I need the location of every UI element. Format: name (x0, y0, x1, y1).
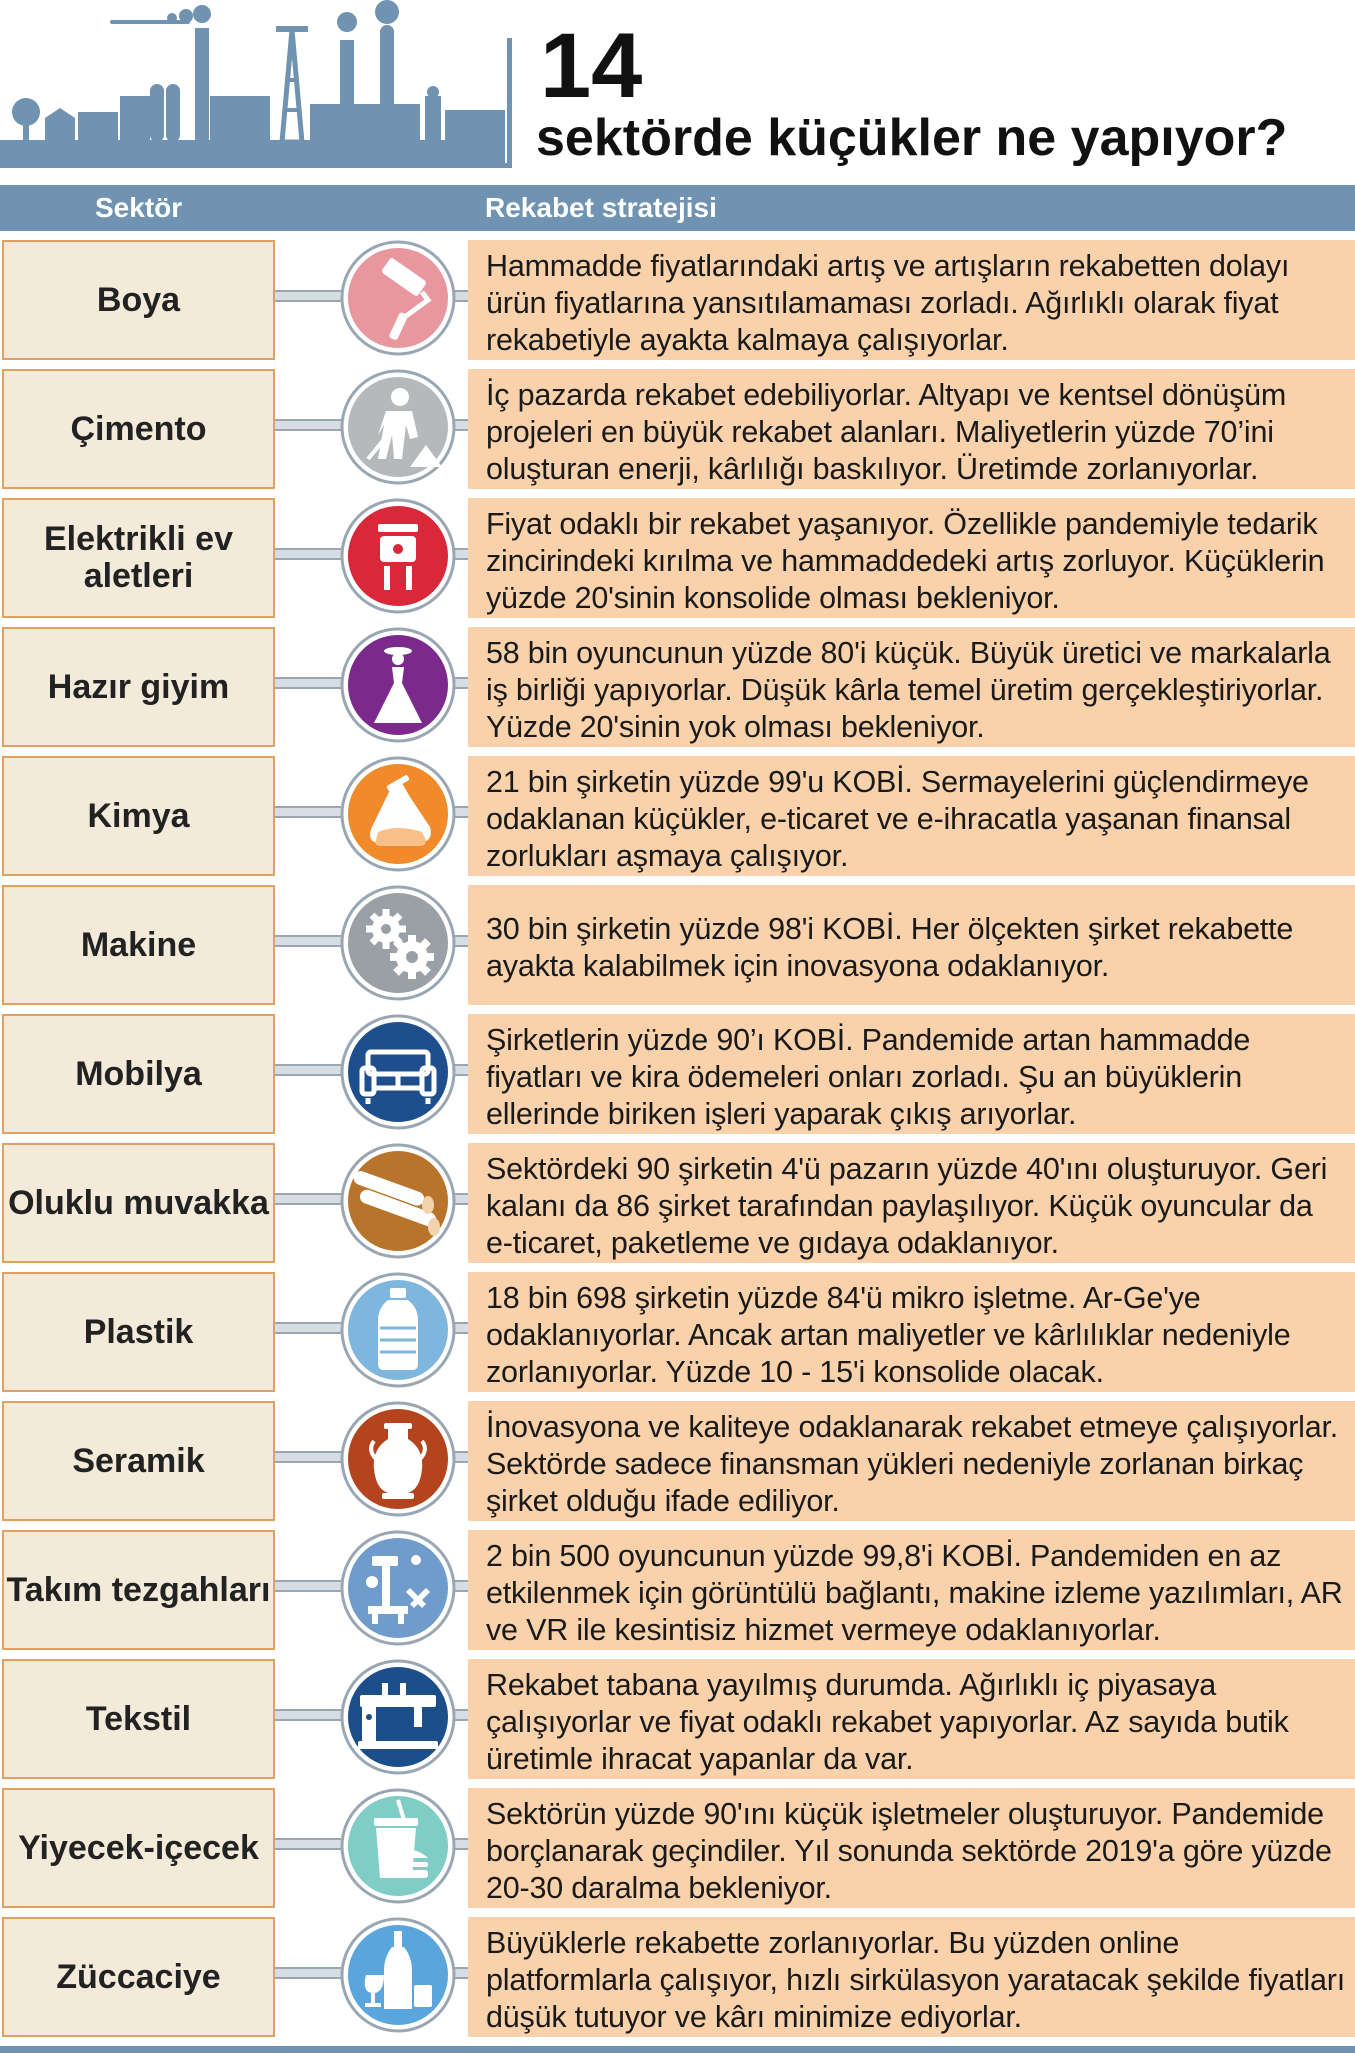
sector-name: Oluklu muvakka (2, 1143, 275, 1263)
fast-food-icon (338, 1786, 458, 1906)
sector-name: Makine (2, 885, 275, 1005)
table-row (0, 1526, 1355, 1651)
sector-name: Takım tezgahları (2, 1530, 275, 1650)
glassware-icon (338, 1915, 458, 2035)
column-header-strategy: Rekabet stratejisi (485, 192, 717, 223)
table-row (0, 752, 1355, 877)
ceramic-vase-icon (338, 1399, 458, 1519)
sector-name: Plastik (2, 1272, 275, 1392)
table-row (0, 1913, 1355, 2038)
footer-line (0, 2046, 1355, 2053)
sewing-machine-icon (338, 1657, 458, 1777)
page-title: sektörde küçükler ne yapıyor? (536, 109, 1288, 167)
header (0, 0, 1355, 178)
table-row (0, 494, 1355, 619)
strategy-text: Büyüklerle rekabette zorlanıyorlar. Bu yüzden online platformlarla çalışıyor, hızlı sirkülasyon yaratacak şekilde fiyatları düşük tutuyor ve kârı minimize ediyorlar. (468, 1917, 1355, 2037)
strategy-text: 58 bin oyuncunun yüzde 80'i küçük. Büyük üretici ve markalarla iş birliği yapıyorlar. Düşük kârla temel üretim gerçekleştiriyorlar. Yüzde 20'sinin yok olması bekleniyor. (468, 627, 1355, 747)
strategy-text: İç pazarda rekabet edebiliyorlar. Altyapı ve kentsel dönüşüm projeleri en büyük rekabet alanları. Maliyetlerin yüzde 70’ini oluşturan enerji, kârlılığı baskılıyor. Üretimde zorlanıyorlar. (468, 369, 1355, 489)
sector-name: Seramik (2, 1401, 275, 1521)
column-header-sector: Sektör (95, 192, 183, 223)
table-row (0, 1397, 1355, 1522)
title-divider (507, 38, 512, 168)
table-row (0, 1655, 1355, 1780)
table-row (0, 1268, 1355, 1393)
table-row (0, 365, 1355, 490)
table-row (0, 1139, 1355, 1264)
plastic-bottle-icon (338, 1270, 458, 1390)
electric-plug-icon (338, 496, 458, 616)
table-row (0, 1010, 1355, 1135)
strategy-text: Rekabet tabana yayılmış durumda. Ağırlıklı iç piyasaya çalışıyorlar ve fiyat odaklı rekabet yapıyorlar. Az sayıda butik üretimle ihracat yapanlar da var. (468, 1659, 1355, 1779)
corrugated-pipes-icon (338, 1141, 458, 1261)
title-number: 14 (540, 15, 643, 117)
table-row (0, 1784, 1355, 1909)
machine-tools-icon (338, 1528, 458, 1648)
column-header-bar (0, 185, 1355, 231)
dress-mannequin-icon (338, 625, 458, 745)
paint-roller-icon (338, 238, 458, 358)
sector-name: Mobilya (2, 1014, 275, 1134)
sector-name: Elektrikli ev aletleri (2, 498, 275, 618)
sector-name: Kimya (2, 756, 275, 876)
sector-name: Züccaciye (2, 1917, 275, 2037)
strategy-text: 30 bin şirketin yüzde 98'i KOBİ. Her ölçekten şirket rekabette ayakta kalabilmek için inovasyona odaklanıyor. (468, 885, 1355, 1005)
strategy-text: Fiyat odaklı bir rekabet yaşanıyor. Özellikle pandemiyle tedarik zincirindeki kırılma ve hammaddedeki artış zorluyor. Küçüklerin yüzde 20'sinin konsolide olması bekleniyor. (468, 498, 1355, 618)
factory-skyline-icon (0, 0, 520, 178)
table-row (0, 623, 1355, 748)
strategy-text: 21 bin şirketin yüzde 99'u KOBİ. Sermayelerini güçlendirmeye odaklanan küçükler, e-ticaret ve e-ihracatla yaşanan finansal zorlukları aşmaya çalışıyor. (468, 756, 1355, 876)
lab-flask-icon (338, 754, 458, 874)
strategy-text: Sektörün yüzde 90'ını küçük işletmeler oluşturuyor. Pandemide borçlanarak geçindiler. Yıl sonunda sektörde 2019'a göre yüzde 20-30 daralma bekleniyor. (468, 1788, 1355, 1908)
table-row (0, 236, 1355, 361)
strategy-text: 2 bin 500 oyuncunun yüzde 99,8'i KOBİ. Pandemiden en az etkilenmek için görüntülü bağlantı, makine izleme yazılımları, AR ve VR ile kesintisiz hizmet vermeye odaklanıyorlar. (468, 1530, 1355, 1650)
strategy-text: 18 bin 698 şirketin yüzde 84'ü mikro işletme. Ar-Ge'ye odaklanıyorlar. Ancak artan maliyetler ve kârlılıklar nedeniyle zorlanıyorlar. Yüzde 10 - 15'i konsolide olacak. (468, 1272, 1355, 1392)
worker-shovel-icon (338, 367, 458, 487)
strategy-text: İnovasyona ve kaliteye odaklanarak rekabet etmeye çalışıyorlar. Sektörde sadece finansman yükleri nedeniyle zorlanan birkaç şirket olduğu ifade ediliyor. (468, 1401, 1355, 1521)
sector-name: Boya (2, 240, 275, 360)
sofa-icon (338, 1012, 458, 1132)
sector-name: Hazır giyim (2, 627, 275, 747)
strategy-text: Şirketlerin yüzde 90’ı KOBİ. Pandemide artan hammadde fiyatları ve kira ödemeleri onları zorladı. Şu an büyüklerin ellerinde biriken işleri yaparak çıkış arıyorlar. (468, 1014, 1355, 1134)
sector-name: Çimento (2, 369, 275, 489)
table-row (0, 881, 1355, 1006)
strategy-text: Sektördeki 90 şirketin 4'ü pazarın yüzde 40'ını oluşturuyor. Geri kalanı da 86 şirket tarafından paylaşılıyor. Küçük oyuncular da e-ticaret, paketleme ve gıdaya odaklanıyor. (468, 1143, 1355, 1263)
sector-name: Yiyecek-içecek (2, 1788, 275, 1908)
gears-icon (338, 883, 458, 1003)
sector-name: Tekstil (2, 1659, 275, 1779)
skyline-ground-line (0, 163, 512, 168)
strategy-text: Hammadde fiyatlarındaki artış ve artışların rekabetten dolayı ürün fiyatlarına yansıtılamaması zorladı. Ağırlıklı olarak fiyat rekabetiyle ayakta kalmaya çalışıyorlar. (468, 240, 1355, 360)
